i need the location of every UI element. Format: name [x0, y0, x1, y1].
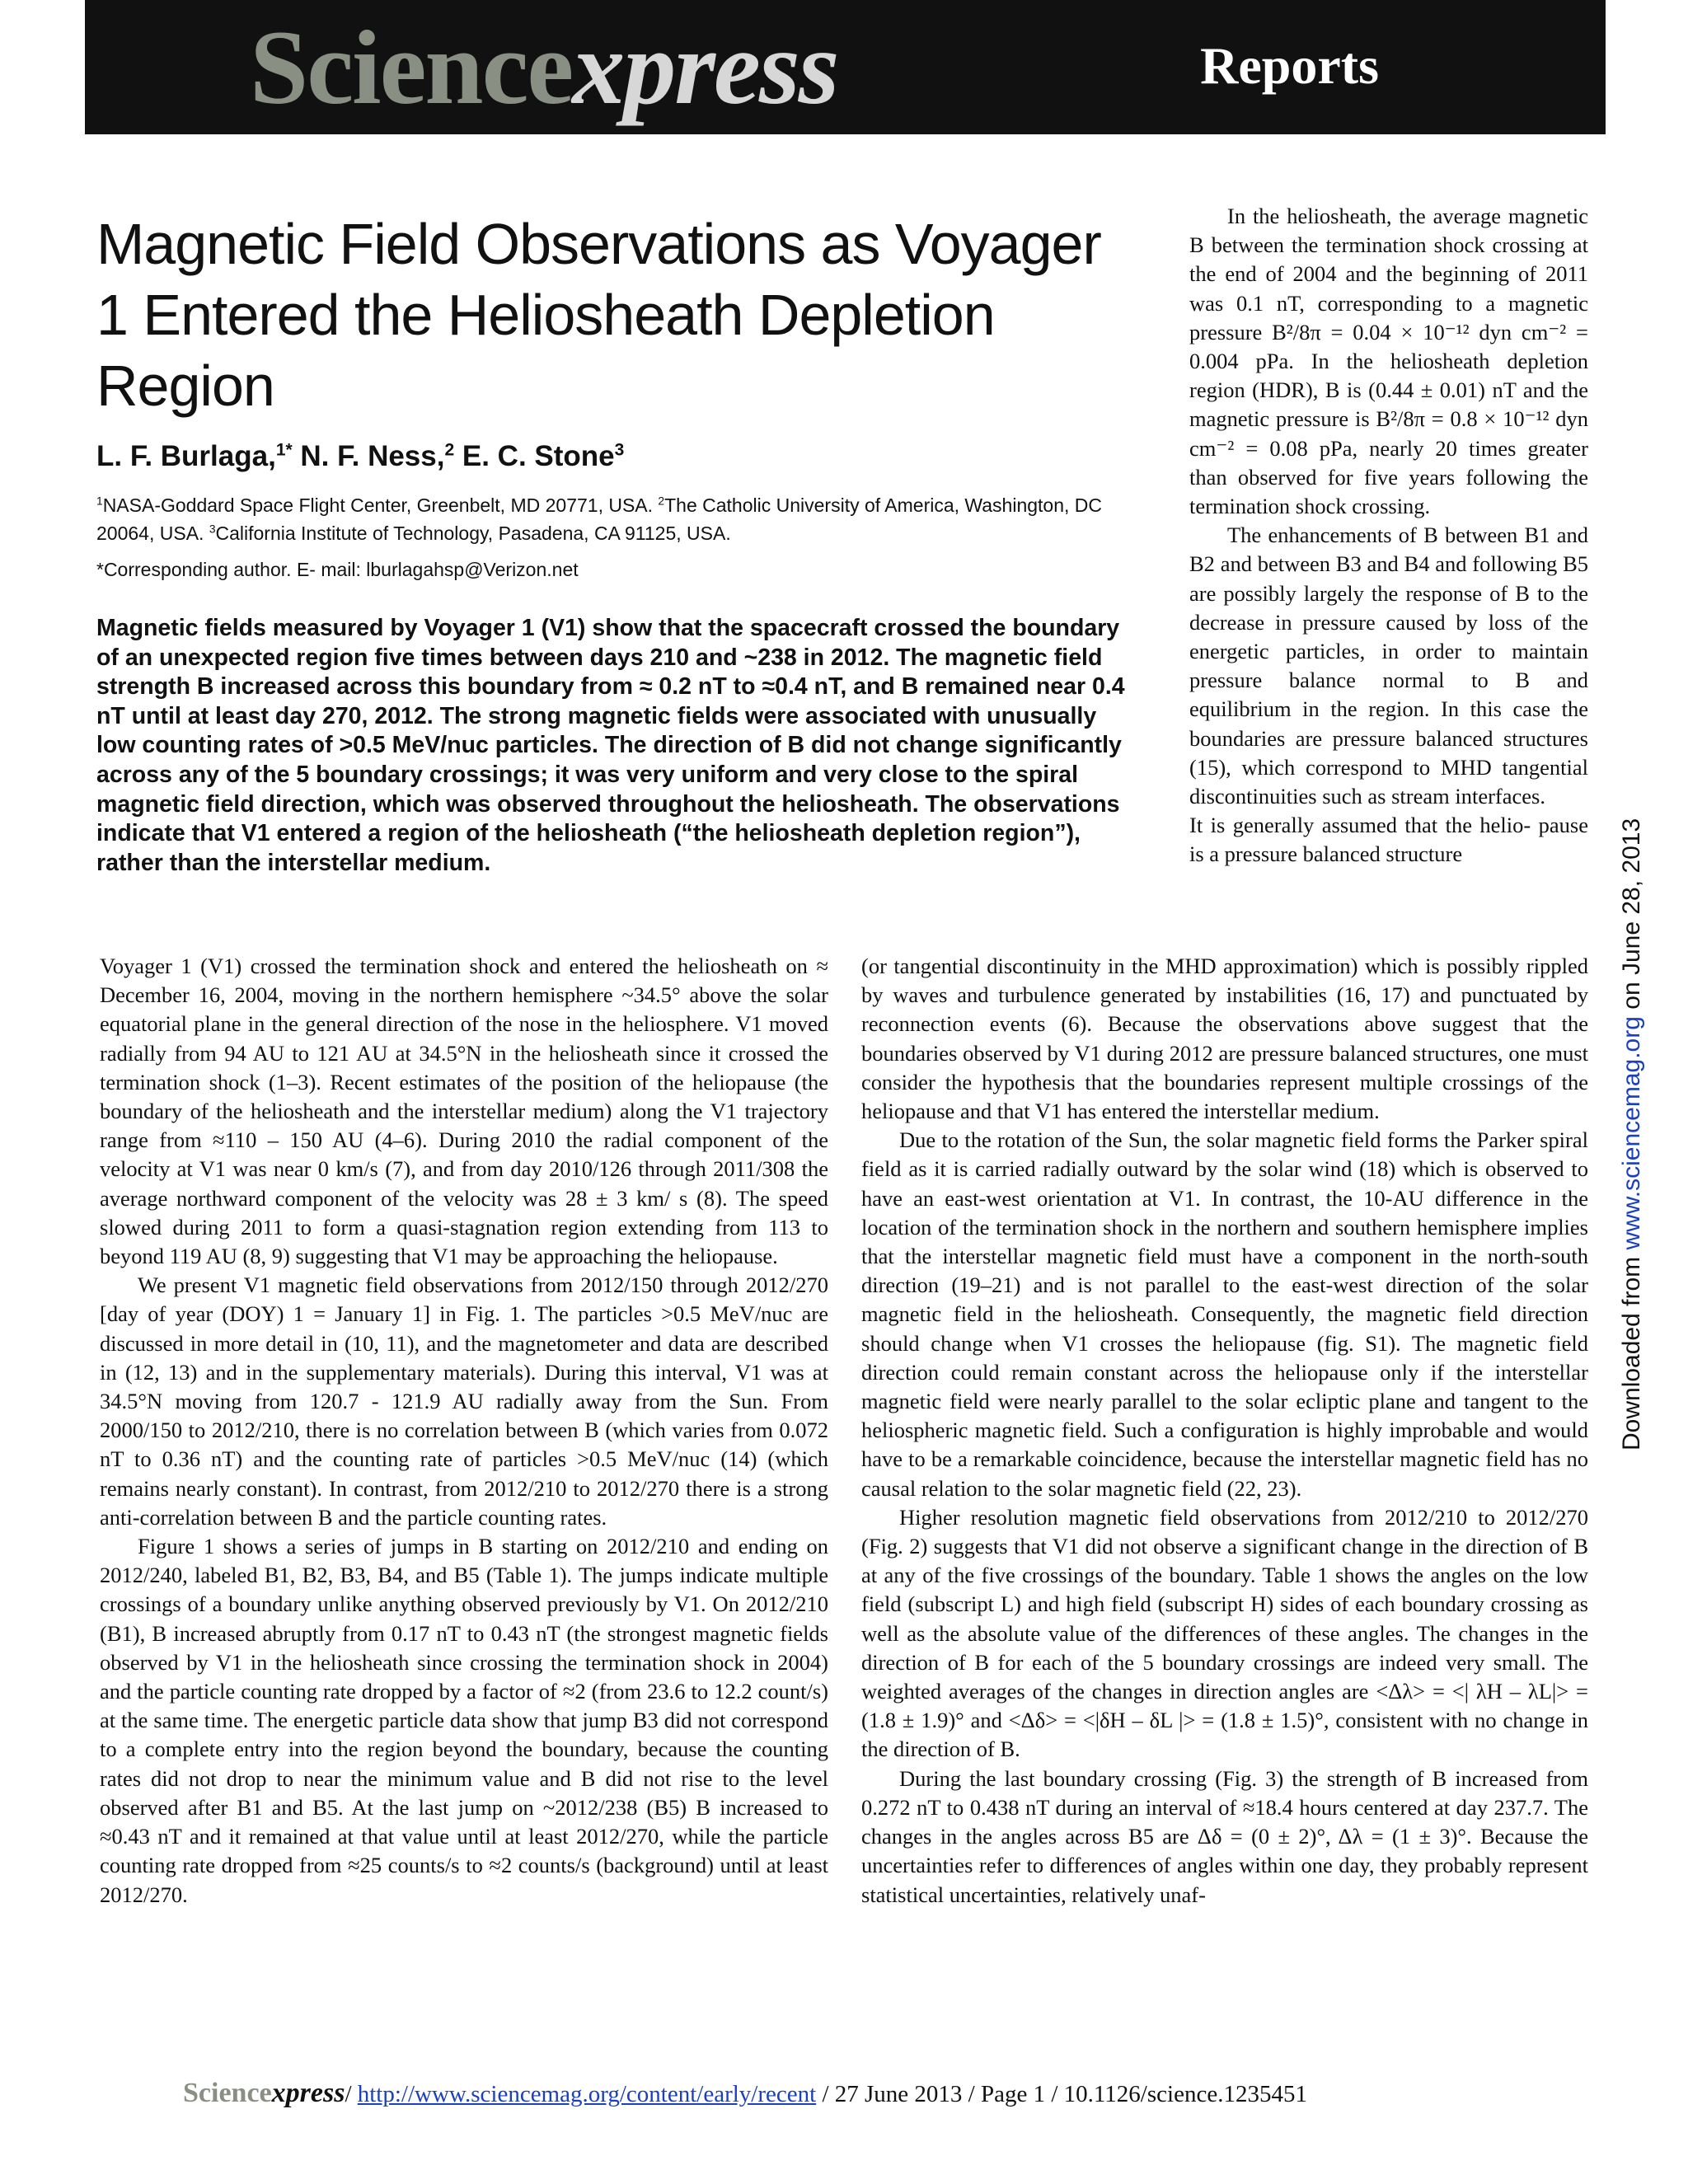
- paragraph: Due to the rotation of the Sun, the solar magnetic field forms the Parker spiral field as it is carried radially outward by the solar wind (18) which is observed to have an east-west orientation at V1. In contrast, the 10-AU difference in the location of the termination shock in the northern and southern hemisphere implies that the interstellar magnetic field must have a component in the north-south direction (19–21) and is not parallel to the east-west direction of the solar magnetic field in the heliosheath. Consequently, the magnetic field direction should change when V1 crosses the heliopause (fig. S1). The magnetic field direction could remain constant across the heliopause only if the interstellar magnetic field were nearly parallel to the solar ecliptic plane and tangent to the heliospheric magnetic field. Such a configuration is highly improbable and would have to be a remarkable coincidence, because the interstellar magnetic field has no causal relation to the solar magnetic field (22, 23).: [861, 1127, 1588, 1501]
- section-label: Reports: [1200, 36, 1379, 95]
- download-notice: Downloaded from www.sciencemag.org on June 28, 2013: [1618, 818, 1645, 1451]
- abstract: Magnetic fields measured by Voyager 1 (V1) show that the spacecraft crossed the boundary of an unexpected region five times between days 210 and ~238 in 2012. The magnetic field strength B increased across this boundary from ≈ 0.2 nT to ≈0.4 nT, and B remained near 0.4 nT until at least day 270, 2012. The strong magnetic fields were associated with unusually low counting rates of >0.5 MeV/nuc particles. The direction of B did not change significantly across any of the 5 boundary crossings; it was very uniform and very close to the spiral magnetic field direction, which was observed throughout the heliosheath. The observations indicate that V1 entered a region of the heliosheath (“the heliosheath depletion region”), rather than the interstellar medium.: [96, 615, 1125, 876]
- paragraph: Higher resolution magnetic field observations from 2012/210 to 2012/270 (Fig. 2) suggests that V1 did not observe a significant change in the direction of B at any of the five crossings of the boundary. Table 1 shows the angles on the low field (subscript L) and high field (subscript H) sides of each boundary crossing as well as the absolute value of the differences of these angles. The changes in the direction of B for each of the 5 boundary crossings are indeed very small. The weighted averages of the changes in direction angles are <Δλ> = <| λH – λL|> = (1.8 ± 1.9)° and <Δδ> = <|δH – δL |> = (1.8 ± 1.5)°, consistent with no change in the direction of B.: [861, 1504, 1588, 1762]
- paragraph: Voyager 1 (V1) crossed the termination shock and entered the heliosheath on ≈ December 16, 2004, moving in the northern hemisphere ~34.5° above the solar equatorial plane in the general direction of the nose in the heliosphere. V1 moved radially from 94 AU to 121 AU at 34.5°N in the heliosheath since it crossed the termination shock (1–3). Recent estimates of the position of the heliopause (the boundary of the heliosheath and the interstellar medium) along the V1 trajectory range from ≈110 – 150 AU (4–6). During 2010 the radial component of the velocity at V1 was near 0 km/s (7), and from day 2010/126 through 2011/308 the average northward component of the velocity was 28 ± 3 km/ s (8). The speed slowed during 2011 to form a quasi-stagnation region extending from 113 to beyond 119 AU (8, 9) suggesting that V1 may be approaching the heliopause.: [100, 954, 828, 1269]
- page-footer: Sciencexpress/ http://www.sciencemag.org/content/early/recent / 27 June 2013 / Page 1 / 10.1126/science.1235451: [183, 2078, 1307, 2108]
- paragraph: (or tangential discontinuity in the MHD approximation) which is possibly rippled by waves and turbulence generated by instabilities (16, 17) and punctuated by reconnection events (6). Because the observations above suggest that the boundaries observed by V1 during 2012 are pressure balanced structures, one must consider the hypothesis that the boundaries represent multiple crossings of the heliopause and that V1 has entered the interstellar medium.: [861, 954, 1588, 1124]
- author-list: [96, 435, 624, 478]
- footer-url-link[interactable]: http://www.sciencemag.org/content/early/recent: [357, 2081, 817, 2107]
- paragraph: We present V1 magnetic field observations from 2012/150 through 2012/270 [day of year (DOY) 1 = January 1] in Fig. 1. The particles >0.5 MeV/nuc are discussed in more detail in (10, 11), and the magnetometer and data are described in (12, 13) and in the supplementary materials). During this interval, V1 was at 34.5°N moving from 120.7 - 121.9 AU radially away from the Sun. From 2000/150 to 2012/210, there is no correlation between B (which varies from 0.072 nT to 0.36 nT) and the counting rate of particles >0.5 MeV/nuc (14) (which remains nearly constant). In contrast, from 2012/210 to 2012/270 there is a strong anti-correlation between B and the particle counting rates.: [100, 1272, 828, 1530]
- author-sup: 3: [614, 440, 625, 460]
- author-name: E. C. Stone: [454, 440, 615, 472]
- paper-title: Magnetic Field Observations as Voyager 1 Entered the Heliosheath Depletion Region: [96, 212, 1101, 418]
- paragraph: The enhancements of B between B1 and B2 and between B3 and B4 and following B5 are possibly largely the response of B to the decrease in pressure caused by loss of the energetic particles, in order to maintain pressure balance normal to B and equilibrium in the region. In this case the boundaries are pressure balanced structures (15), which correspond to MHD tangential discontinuities such as stream interfaces.: [1189, 523, 1588, 809]
- author-name: N. F. Ness,: [292, 440, 445, 472]
- header-banner: [85, 0, 1606, 134]
- paragraph: Figure 1 shows a series of jumps in B starting on 2012/210 and ending on 2012/240, labeled B1, B2, B3, B4, and B5 (Table 1). The jumps indicate multiple crossings of a boundary unlike anything observed previously by V1. On 2012/210 (B1), B increased abruptly from 0.17 nT to 0.43 nT (the strongest magnetic fields observed by V1 in the heliosheath since crossing the termination shock in 2004) and the particle counting rate dropped by a factor of ≈2 (from 23.6 to 12.2 count/s) at the same time. The energetic particle data show that jump B3 did not correspond to a complete entry into the region beyond the boundary, because the counting rates did not drop to near the minimum value and B did not rise to the level observed after B1 and B5. At the last jump on ~2012/238 (B5) B increased to ≈0.43 nT and it remained at that value until at least 2012/270, while the particle counting rate dropped from ≈25 counts/s to ≈2 counts/s (background) until at least 2012/270.: [100, 1534, 828, 1907]
- journal-logo: Sciencexpress: [250, 9, 838, 126]
- author-sup: 1*: [275, 440, 293, 460]
- footer-logo: Sciencexpress: [183, 2078, 345, 2108]
- paragraph: In the heliosheath, the average magnetic B between the termination shock crossing at the end of 2004 and the beginning of 2011 was 0.1 nT, corresponding to a magnetic pressure B²/8π = 0.04 × 10⁻¹² dyn cm⁻² = 0.004 pPa. In the heliosheath depletion region (HDR), B is (0.44 ± 0.01) nT and the magnetic pressure is B²/8π = 0.8 × 10⁻¹² dyn cm⁻² = 0.08 pPa, nearly 20 times greater than observed for five years following the termination shock crossing.: [1189, 204, 1588, 519]
- affiliations: $^1$NASA-Goddard Space Flight Center, Greenbelt, MD 20771, USA. $^2$The Catholic University of America, Washington, DC 20064, USA. $^3$California Institute of Technology, Pasadena, CA 91125, USA.: [96, 494, 1103, 544]
- corresponding-author: *Corresponding author. E- mail: lburlagahsp@Verizon.net: [96, 559, 579, 580]
- author-name: L. F. Burlaga,: [96, 440, 276, 472]
- author-sup: 2: [444, 440, 455, 460]
- right-column-top: [1189, 202, 1588, 869]
- paragraph: It is generally assumed that the helio- pause is a pressure balanced structure: [1189, 813, 1588, 867]
- paragraph: During the last boundary crossing (Fig. 3) the strength of B increased from 0.272 nT to 0.438 nT during an interval of ≈18.4 hours centered at day 237.7. The changes in the angles across B5 are Δδ = (0 ± 2)°, Δλ = (1 ± 3)°. Because the uncertainties refer to differences of angles within one day, they probably represent statistical uncertainties, relatively unaf-: [861, 1765, 1588, 1907]
- right-column-bottom: [861, 952, 1588, 1910]
- left-column: [100, 952, 828, 1910]
- sciencemag-link[interactable]: www.sciencemag.org: [1618, 1016, 1645, 1250]
